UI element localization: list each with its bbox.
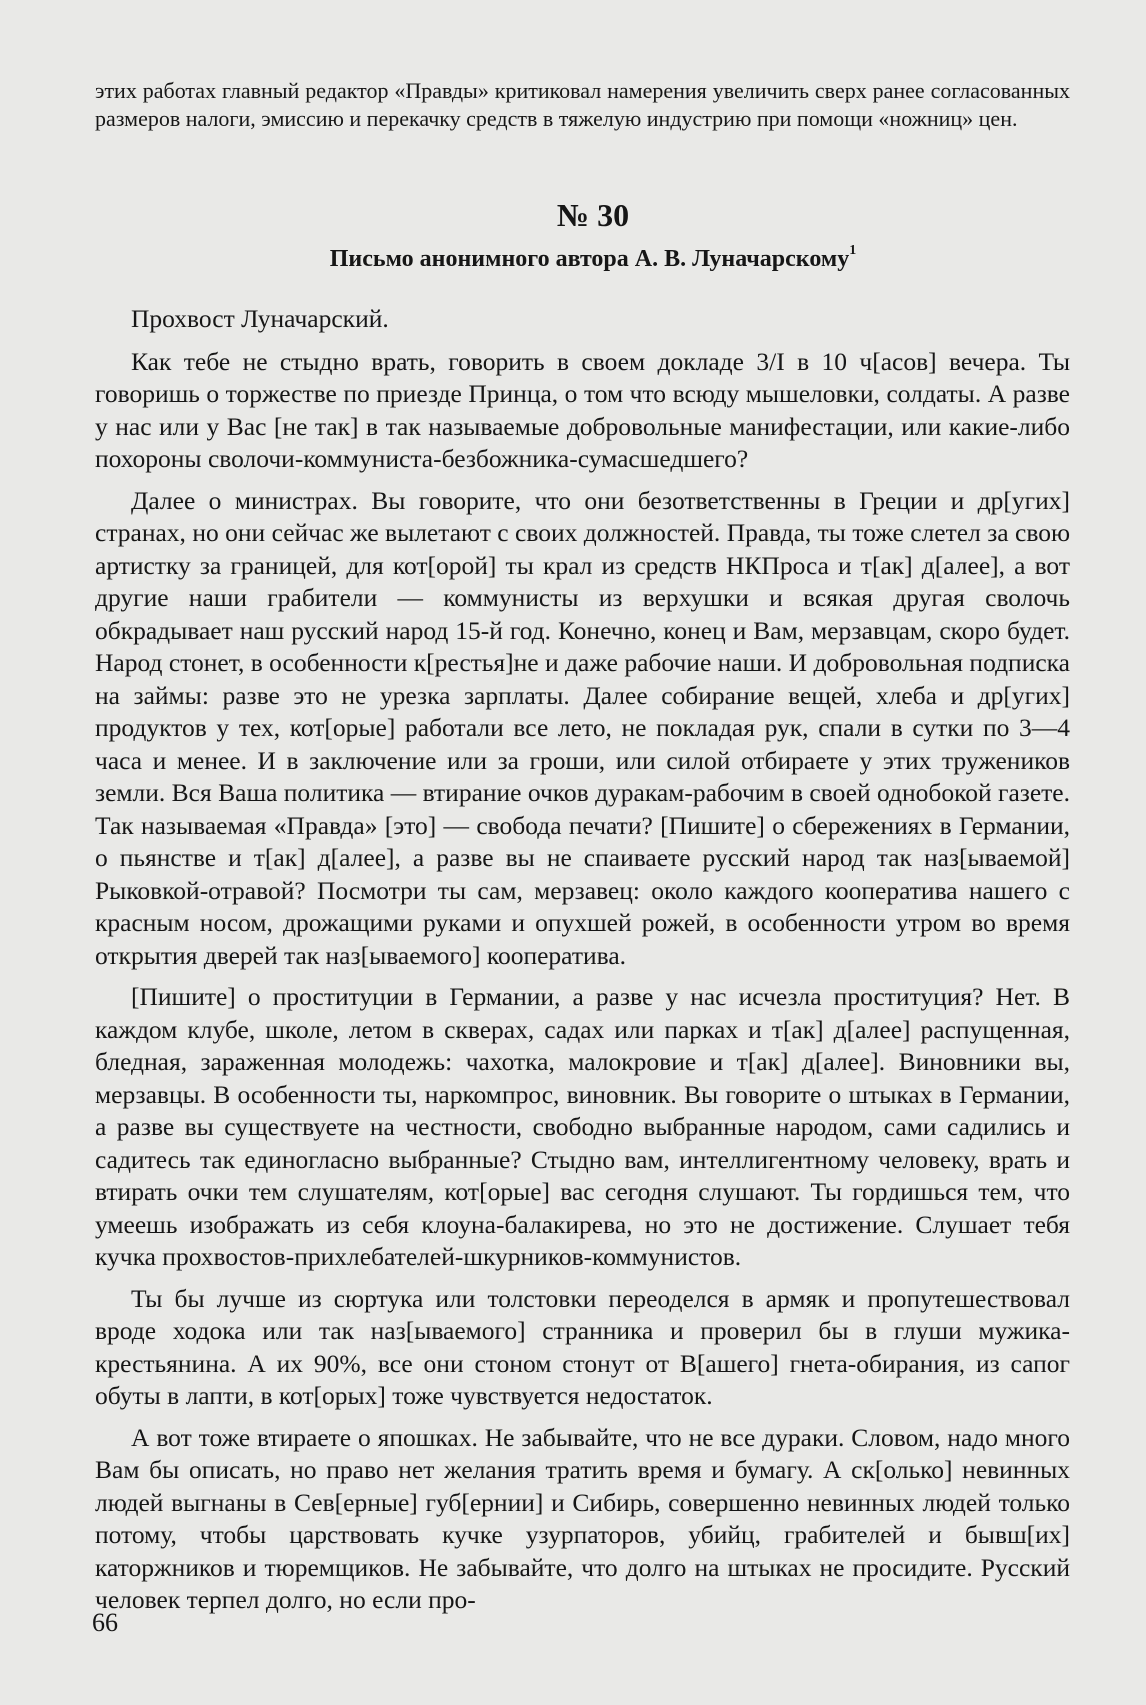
letter-paragraph: Ты бы лучше из сюртука или толстовки переоделся в армяк и пропутешествовал вроде ходока или так наз[ываемого] странника и проверил бы в глуши мужика-крестьянина. А их 90%, все они стоном стонут от В[ашего] гнета-обирания, из сапог обуты в лапти, в кот[орых] тоже чувствуется недостаток.	[95, 1283, 1070, 1410]
document-number: № 30	[556, 197, 630, 233]
letter-paragraph: Далее о министрах. Вы говорите, что они безответственны в Греции и др[угих] странах, но они сейчас же вылетают с своих должностей. Правда, ты тоже слетел за свою артистку за границей, для кот[орой] ты крал из средств НКПроса и т[ак] д[алее], а вот другие наши грабители — коммунисты из верхушки и всякая другая сволочь обкрадывает наш русский народ 15-й год. Конечно, конец и Вам, мерзавцам, скоро будет. Народ стонет, в особенности к[рестья]не и даже рабочие наши. И добровольная подписка на займы: разве это не урезка зарплаты. Далее собирание вещей, хлеба и др[угих] продуктов у тех, кот[орые] работали все лето, не покладая рук, спали в сутки по 3—4 часа и менее. И в заключение или за гроши, или силой отбираете у этих тружеников земли. Вся Ваша политика — втирание очков дуракам-рабочим в своей однобокой газете. Так называемая «Правда» [это] — свобода печати? [Пишите] о сбережениях в Германии, о пьянстве и т[ак] д[алее], а разве вы не спаиваете русский народ так наз[ываемой] Рыковкой-отравой? Посмотри ты сам, мерзавец: около каждого кооператива нашего с красным носом, дрожащими руками и опухшей рожей, в особенности утром во время открытия дверей так наз[ываемого] кооператива.	[95, 485, 1070, 970]
document-title-text: Письмо анонимного автора А. В. Луначарскому	[329, 246, 850, 272]
footnote-mark: 1	[849, 243, 857, 258]
letter-paragraph: [Пишите] о проституции в Германии, а разве у нас исчезла проституция? Нет. В каждом клубе, школе, летом в скверах, садах или парках и т[ак] д[алее] распущенная, бледная, зараженная молодежь: чахотка, малокровие и т[ак] д[алее]. Виновники вы, мерзавцы. В особенности ты, наркомпрос, виновник. Вы говорите о штыках в Германии, а разве вы существуете на честности, свободно выбранные народом, сами садились и садитесь так единогласно выбранные? Стыдно вам, интеллигентному человеку, врать и втирать очки тем слушателям, кот[орые] вас сегодня слушают. Ты гордишься тем, что умеешь изображать из себя клоуна-балакирева, но это не достижение. Слушает тебя кучка прохвостов-прихлебателей-шкурников-коммунистов.	[95, 982, 1070, 1271]
page-number: 66	[92, 1608, 118, 1637]
letter-body	[95, 303, 1070, 1626]
letter-paragraph: А вот тоже втираете о япошках. Не забывайте, что не все дураки. Словом, надо много Вам бы описать, но право нет желания тратить время и бумагу. А ск[олько] невинных людей выгнаны в Сев[ерные] губ[ернии] и Сибирь, совершенно невинных людей только потому, чтобы царствовать кучке узурпаторов, убийц, грабителей и бывш[их] каторжников и тюремщиков. Не забывайте, что долго на штыках не просидите. Русский человек терпел долго, но если про-	[95, 1422, 1070, 1614]
letter-paragraph: Как тебе не стыдно врать, говорить в своем докладе 3/I в 10 ч[асов] вечера. Ты говоришь о торжестве по приезде Принца, о том что всюду мышеловки, солдаты. А разве у нас или у Вас [не так] в так называемые добровольные манифестации, или какие-либо похороны сволочи-коммуниста-безбожника-сумасшедшего?	[95, 346, 1070, 473]
letter-greeting: Прохвост Луначарский.	[131, 304, 389, 333]
document-title	[0, 244, 1146, 274]
intro-paragraph: этих работах главный редактор «Правды» критиковал намерения увеличить сверх ранее согласованных размеров налоги, эмиссию и перекачку средств в тяжелую индустрию при помощи «ножниц» цен.	[95, 78, 1070, 131]
